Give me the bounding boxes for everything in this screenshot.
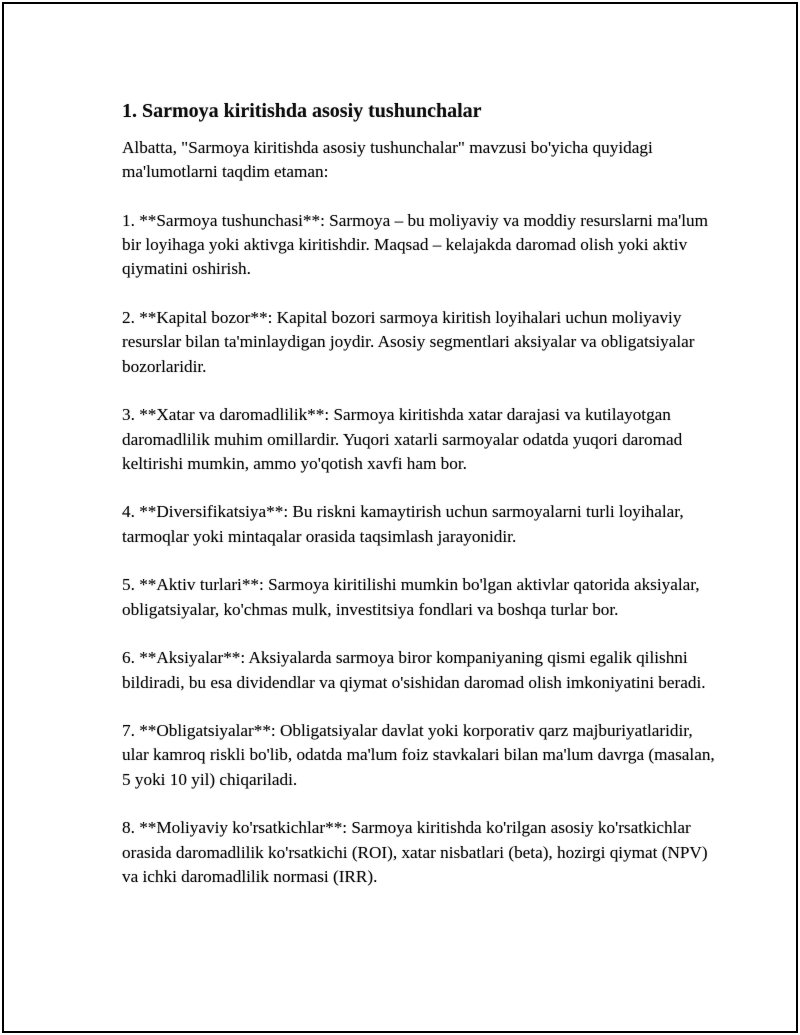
document-title: 1. Sarmoya kiritishda asosiy tushunchalar [122,100,482,122]
list-item-moliyaviy-korsatkichlar: 8. **Moliyaviy ko'rsatkichlar**: Sarmoya kiritishda ko'rilgan asosiy ko'rsatkichlar orasida daromadlilik ko'rsatkichi (ROI), xatar nisbatlari (beta), hozirgi qiymat (NPV) va ichki daromadlilik normasi (IRR). [122,818,708,886]
list-item-aktiv-turlari: 5. **Aktiv turlari**: Sarmoya kiritilishi mumkin bo'lgan aktivlar qatorida aksiyalar, obligatsiyalar, ko'chmas mulk, investitsiya fondlari va boshqa turlar bor. [122,575,700,619]
document-body [122,98,722,914]
list-item-obligatsiyalar: 7. **Obligatsiyalar**: Obligatsiyalar davlat yoki korporativ qarz majburiyatlaridir, ular kamroq riskli bo'lib, odatda ma'lum foiz stavkalari bilan ma'lum davrga (masalan, 5 yoki 10 yil) chiqariladi. [122,721,715,789]
list-item-kapital-bozor: 2. **Kapital bozor**: Kapital bozori sarmoya kiritish loyihalari uchun moliyaviy resurslar bilan ta'minlaydigan joydir. Asosiy segmentlari aksiyalar va obligatsiyalar bozorlaridir. [122,308,695,376]
page-frame [2,2,798,1033]
list-item-sarmoya-tushunchasi: 1. **Sarmoya tushunchasi**: Sarmoya – bu moliyaviy va moddiy resurslarni ma'lum bir loyihaga yoki aktivga kiritishdir. Maqsad – kelajakda daromad olish yoki aktiv qiymatini oshirish. [122,210,708,279]
list-item-diversifikatsiya: 4. **Diversifikatsiya**: Bu riskni kamaytirish uchun sarmoyalarni turli loyihalar, tarmoqlar yoki mintaqalar orasida taqsimlash jarayonidir. [122,502,684,546]
list-item-aksiyalar: 6. **Aksiyalar**: Aksiyalarda sarmoya biror kompaniyaning qismi egalik qilishni bildiradi, bu esa dividendlar va qiymat o'sishidan daromad olish imkoniyatini beradi. [122,648,706,692]
intro-paragraph: Albatta, "Sarmoya kiritishda asosiy tushunchalar" mavzusi bo'yicha quyidagi ma'lumotlarni taqdim etaman: [122,138,653,182]
list-item-xatar-va-daromadlilik: 3. **Xatar va daromadlilik**: Sarmoya kiritishda xatar darajasi va kutilayotgan daromadlilik muhim omillardir. Yuqori xatarli sarmoyalar odatda yuqori daromad keltirishi mumkin, ammo yo'qotish xavfi ham bor. [122,405,683,473]
